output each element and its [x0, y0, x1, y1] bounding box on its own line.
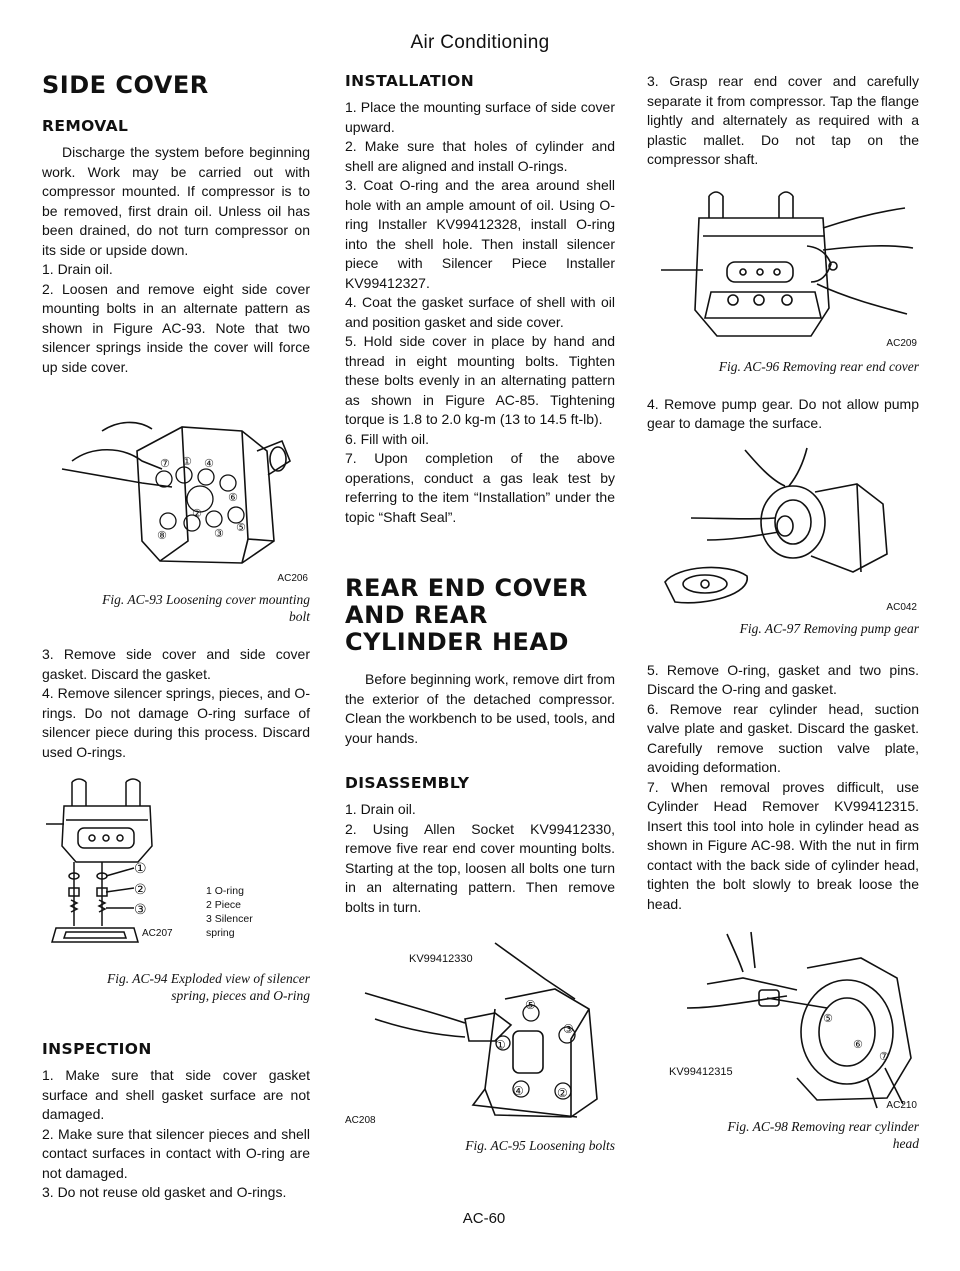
figure-legend	[206, 884, 253, 940]
rear-intro: Before beginning work, remove dirt from the exterior of the detached compressor. Clean the workbench to be used, tools, and your hands.	[345, 671, 615, 746]
figure-caption: bolt	[288, 609, 310, 624]
removing-rear-end-cover-illustration	[647, 188, 919, 352]
rear-step-3: 3. Grasp rear end cover and carefully separate it from compressor. Tap the flange lightly and alternately as required with a plastic mallet. Do not tap on the compressor shaft.	[647, 73, 919, 167]
figure-caption: head	[892, 1136, 919, 1151]
inspection-step-2: 2. Make sure that silencer pieces and shell contact surfaces in contact with O-ring are not damaged.	[42, 1125, 310, 1181]
svg-text:⑦: ⑦	[160, 457, 170, 470]
removing-pump-gear-illustration	[647, 444, 919, 612]
figure-caption: Fig. AC-98 Removing rear cylinder	[727, 1119, 919, 1134]
disassembly-step-1: 1. Drain oil.	[345, 801, 416, 817]
installation-step-1: 1. Place the mounting surface of side cover upward.	[345, 99, 615, 135]
svg-text:②: ②	[134, 882, 147, 898]
section-title-line: REAR END COVER	[345, 574, 588, 602]
exploded-view-illustration	[42, 776, 310, 956]
disassembly-heading: DISASSEMBLY	[345, 774, 470, 792]
figure-caption: Fig. AC-96 Removing rear end cover	[718, 358, 919, 374]
removal-step-4: 4. Remove silencer springs, pieces, and O-rings. Do not damage O-ring surface of silencer piece during this process. Discard used O-rings.	[42, 685, 310, 760]
svg-text:①: ①	[134, 861, 147, 877]
svg-text:②: ②	[192, 507, 202, 520]
legend-item: 1 O-ring	[206, 885, 244, 897]
left-column	[42, 72, 310, 1203]
figure-ac95	[345, 939, 615, 1129]
section-title-line: CYLINDER HEAD	[345, 628, 569, 656]
svg-text:①: ①	[182, 455, 192, 468]
removal-heading: REMOVAL	[42, 117, 129, 135]
svg-text:①: ①	[495, 1038, 506, 1052]
rear-step-6: 6. Remove rear cylinder head, suction valve plate and gasket. Discard the gasket. Carefully remove suction valve plate, avoiding deformation.	[647, 700, 919, 775]
installation-heading: INSTALLATION	[345, 72, 475, 90]
inspection-step-1: 1. Make sure that side cover gasket surface and shell gasket surface are not damaged.	[42, 1067, 310, 1122]
figure-code: AC042	[886, 601, 917, 613]
removal-step-1: 1. Drain oil.	[42, 261, 113, 277]
legend-item: 3 Silencer	[206, 913, 253, 925]
disassembly-step-2: 2. Using Allen Socket KV99412330, remove five rear end cover mounting bolts. Starting at the top, loosen all bolts one turn in an alternating pattern. Then remove bolts in turn.	[345, 820, 615, 915]
removing-rear-cylinder-head-illustration	[647, 928, 919, 1114]
svg-text:⑤: ⑤	[823, 1012, 833, 1025]
installation-step-7: 7. Upon completion of the above operations, conduct a gas leak test by referring to the item “Installation” under the topic “Shaft Seal”.	[345, 450, 615, 525]
page-number-text: AC-60	[462, 1210, 506, 1227]
installation-step-3: 3. Coat O-ring and the area around shell hole with an ample amount of oil. Using O-ring Installer KV99412328, install O-ring into the shell hole. Then install silencer piece with Silencer Piece Installer KV99412327.	[345, 177, 615, 291]
page-number	[0, 1210, 960, 1227]
svg-text:③: ③	[563, 1022, 574, 1036]
svg-text:④: ④	[513, 1084, 524, 1098]
figure-ac93	[42, 391, 310, 589]
removal-intro: Discharge the system before beginning work. Work may be carried out with compressor mounted. If compressor is to be removed, first drain oil. Unless oil has been drained, do not turn compressor on its side or upside down.	[42, 144, 310, 258]
loosening-bolts-illustration	[42, 391, 310, 589]
inspection-heading: INSPECTION	[42, 1040, 152, 1058]
figure-code: AC210	[886, 1100, 917, 1111]
figure-caption: Fig. AC-93 Loosening cover mounting	[102, 592, 310, 607]
figure-code: AC207	[142, 928, 173, 939]
figure-caption: Fig. AC-95 Loosening bolts	[465, 1138, 615, 1153]
svg-text:⑥: ⑥	[853, 1038, 863, 1051]
tool-label: KV99412315	[669, 1066, 733, 1078]
loosening-rear-bolts-illustration	[345, 939, 615, 1129]
right-column	[647, 72, 919, 1152]
figure-ac97	[647, 444, 919, 612]
svg-text:③: ③	[214, 527, 224, 540]
svg-text:③: ③	[134, 902, 147, 918]
section-title-rear-end-cover	[345, 575, 615, 656]
svg-text:⑧: ⑧	[157, 529, 167, 542]
figure-code: AC206	[277, 573, 308, 584]
middle-column	[345, 72, 615, 1154]
figure-ac96	[647, 188, 919, 352]
tool-label: KV99412330	[409, 953, 473, 965]
figure-code: AC208	[345, 1115, 376, 1126]
installation-step-4: 4. Coat the gasket surface of shell with oil and position gasket and side cover.	[345, 294, 615, 330]
svg-text:⑦: ⑦	[879, 1050, 889, 1063]
svg-text:⑥: ⑥	[228, 491, 238, 504]
installation-step-5: 5. Hold side cover in place by hand and thread in eight mounting bolts. Tighten these bolts evenly in an alternating pattern as shown in Figure AC-85. Tightening torque is 1.8 to 2.0 kg-m (13 to 14.5 ft-lb).	[345, 333, 615, 427]
figure-ac98	[647, 928, 919, 1114]
legend-item: spring	[206, 927, 235, 939]
section-title-line: AND REAR	[345, 601, 488, 629]
svg-text:⑤: ⑤	[236, 521, 246, 534]
section-title-side-cover: SIDE COVER	[42, 71, 209, 99]
removal-step-3: 3. Remove side cover and side cover gasket. Discard the gasket.	[42, 646, 310, 682]
rear-step-7: 7. When removal proves difficult, use Cylinder Head Remover KV99412315. Insert this tool into hole in cylinder head as shown in Figure AC-98. With the nut in firm contact with the back side of cylinder head, tighten the bolt slowly to break loose the head.	[647, 778, 919, 912]
figure-caption: Fig. AC-97 Removing pump gear	[739, 620, 919, 636]
rear-step-4: 4. Remove pump gear. Do not allow pump gear to damage the surface.	[647, 395, 919, 431]
rear-step-5: 5. Remove O-ring, gasket and two pins. Discard the O-ring and gasket.	[647, 661, 919, 697]
figure-code: AC209	[886, 337, 917, 349]
svg-text:②: ②	[557, 1086, 568, 1100]
svg-text:⑤: ⑤	[525, 998, 536, 1012]
legend-item: 2 Piece	[206, 899, 242, 911]
inspection-step-3: 3. Do not reuse old gasket and O-rings.	[42, 1184, 287, 1200]
installation-step-2: 2. Make sure that holes of cylinder and shell are aligned and install O-rings.	[345, 138, 615, 174]
installation-step-6: 6. Fill with oil.	[345, 430, 430, 447]
figure-ac94	[42, 776, 310, 956]
removal-step-2: 2. Loosen and remove eight side cover mounting bolts in an alternate pattern as shown in Figure AC-93. Note that two silencer springs inside the cover will force up side cover.	[42, 280, 310, 375]
svg-text:④: ④	[204, 457, 214, 470]
figure-caption: Fig. AC-94 Exploded view of silencer	[107, 971, 310, 986]
running-title: Air Conditioning	[410, 32, 550, 53]
figure-caption: spring, pieces and O-ring	[171, 988, 310, 1003]
